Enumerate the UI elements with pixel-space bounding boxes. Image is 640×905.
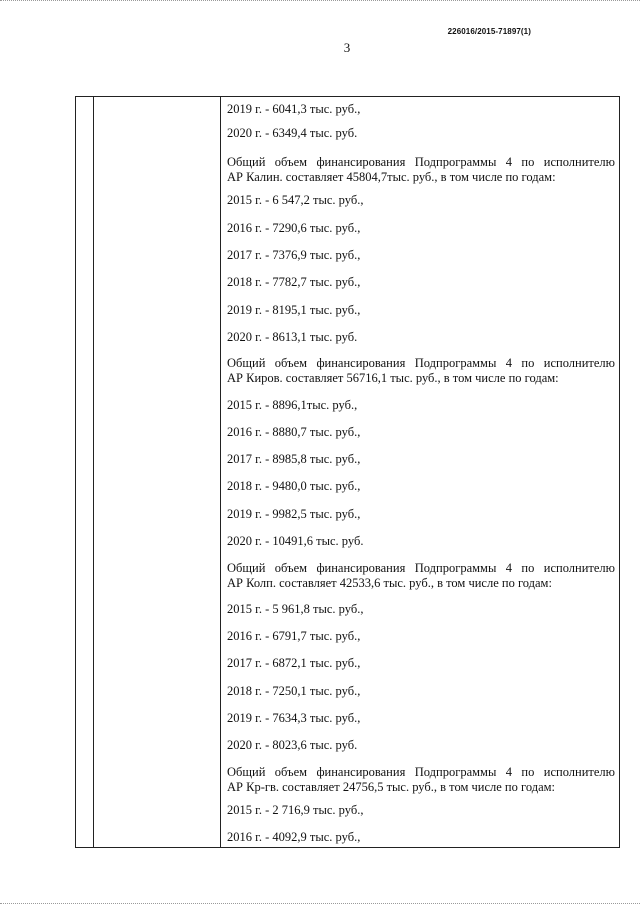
total-paragraph	[227, 356, 615, 386]
total-line-1: Общий объем финансирования Подпрограммы 4 по исполнителю	[227, 765, 615, 779]
list-item: 2020 г. - 10491,6 тыс. руб.	[227, 534, 364, 548]
list-item: 2019 г. - 7634,3 тыс. руб.,	[227, 711, 361, 725]
list-item: 2015 г. - 2 716,9 тыс. руб.,	[227, 803, 364, 817]
list-item: 2016 г. - 8880,7 тыс. руб.,	[227, 425, 361, 439]
list-item: 2015 г. - 6 547,2 тыс. руб.,	[227, 193, 364, 207]
list-item: 2018 г. - 9480,0 тыс. руб.,	[227, 479, 361, 493]
list-item: 2015 г. - 8896,1тыс. руб.,	[227, 398, 358, 412]
total-line-2: АР Калин. составляет 45804,7тыс. руб., в том числе по годам:	[227, 170, 556, 184]
total-paragraph	[227, 765, 615, 795]
page-bottom-edge	[0, 903, 640, 904]
list-item: 2019 г. - 6041,3 тыс. руб.,	[227, 102, 361, 116]
list-item: 2015 г. - 5 961,8 тыс. руб.,	[227, 602, 364, 616]
list-item: 2018 г. - 7782,7 тыс. руб.,	[227, 275, 361, 289]
list-item: 2017 г. - 7376,9 тыс. руб.,	[227, 248, 361, 262]
total-line-1: Общий объем финансирования Подпрограммы 4 по исполнителю	[227, 356, 615, 370]
financing-table	[75, 96, 620, 848]
column-divider-2	[220, 97, 221, 847]
list-item: 2017 г. - 6872,1 тыс. руб.,	[227, 656, 361, 670]
total-line-1: Общий объем финансирования Подпрограммы 4 по исполнителю	[227, 561, 615, 575]
page-top-edge	[0, 0, 640, 1]
list-item: 2020 г. - 8613,1 тыс. руб.	[227, 330, 358, 344]
list-item: 2020 г. - 8023,6 тыс. руб.	[227, 738, 358, 752]
document-id: 226016/2015-71897(1)	[447, 27, 531, 36]
total-line-2: АР Колп. составляет 42533,6 тыс. руб., в том числе по годам:	[227, 576, 552, 590]
total-line-2: АР Кр-гв. составляет 24756,5 тыс. руб., в том числе по годам:	[227, 780, 555, 794]
list-item: 2016 г. - 7290,6 тыс. руб.,	[227, 221, 361, 235]
total-paragraph	[227, 155, 615, 185]
total-line-2: АР Киров. составляет 56716,1 тыс. руб., в том числе по годам:	[227, 371, 559, 385]
list-item: 2016 г. - 4092,9 тыс. руб.,	[227, 830, 361, 844]
total-paragraph	[227, 561, 615, 591]
column-divider-1	[93, 97, 94, 847]
list-item: 2016 г. - 6791,7 тыс. руб.,	[227, 629, 361, 643]
total-line-1: Общий объем финансирования Подпрограммы 4 по исполнителю	[227, 155, 615, 169]
list-item: 2019 г. - 9982,5 тыс. руб.,	[227, 507, 361, 521]
page-number: 3	[343, 40, 351, 55]
list-item: 2018 г. - 7250,1 тыс. руб.,	[227, 684, 361, 698]
list-item: 2020 г. - 6349,4 тыс. руб.	[227, 126, 358, 140]
list-item: 2017 г. - 8985,8 тыс. руб.,	[227, 452, 361, 466]
list-item: 2019 г. - 8195,1 тыс. руб.,	[227, 303, 361, 317]
